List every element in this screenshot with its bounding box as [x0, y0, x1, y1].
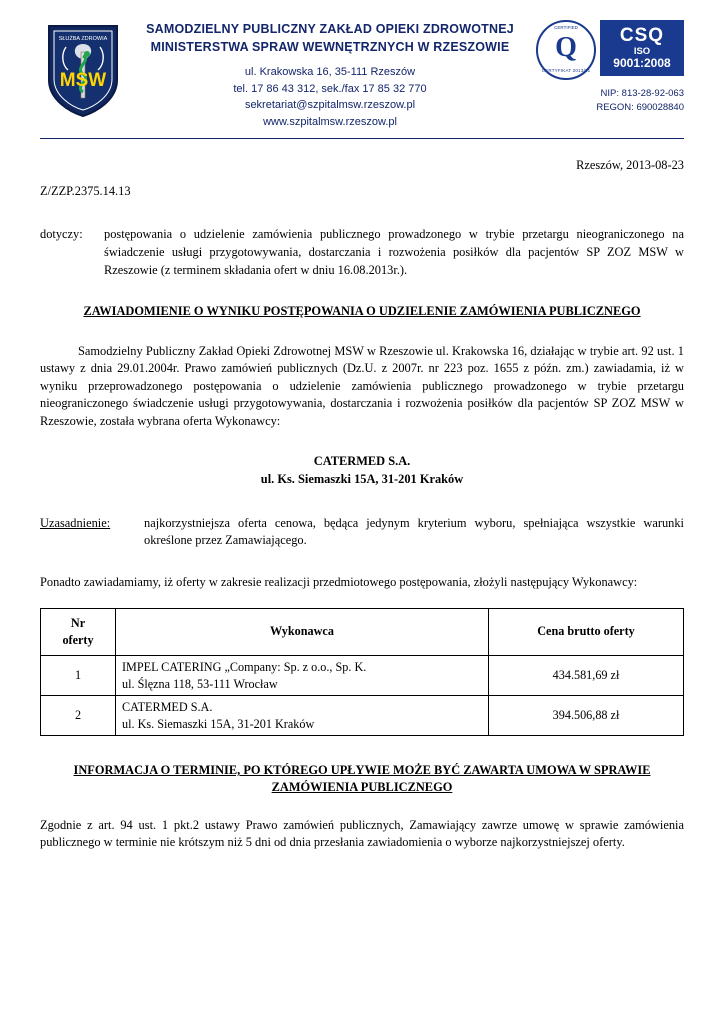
header-divider [40, 138, 684, 139]
place-and-date: Rzeszów, 2013-08-23 [576, 158, 684, 173]
page-title: ZAWIADOMIENIE O WYNIKU POSTĘPOWANIA O UDZIELENIE ZAMÓWIENIA PUBLICZNEGO [83, 304, 641, 319]
registry-numbers [534, 87, 684, 115]
offers-table [40, 608, 684, 737]
org-title-line2: MINISTERSTWA SPRAW WEWNĘTRZNYCH W RZESZOWIE [150, 40, 510, 55]
svg-text:MSW: MSW [59, 70, 107, 91]
justification-text: najkorzystniejsza oferta cenowa, będąca jedynym kryterium wyboru, spełniająca wszystkie warunki określone przez Zamawiającego. [144, 515, 684, 548]
winner-name: CATERMED S.A. [313, 453, 411, 468]
nip-value: NIP: 813-28-92-063 [600, 88, 684, 99]
cell-price: 394.506,88 zł [489, 696, 684, 736]
column-header-nr [41, 608, 116, 656]
cell-offer-number: 1 [41, 656, 116, 696]
column-header-contractor: Wykonawca [116, 608, 489, 656]
letterhead [40, 18, 684, 134]
certification-block [534, 18, 684, 115]
selected-contractor [40, 453, 684, 489]
contractor-name: IMPEL CATERING „Company: Sp. z o.o., Sp. K. [122, 660, 367, 675]
table-row [41, 696, 684, 736]
org-identity [126, 18, 534, 130]
contractor-name: CATERMED S.A. [122, 700, 213, 715]
justification-row [40, 515, 684, 550]
cell-offer-number: 2 [41, 696, 116, 736]
concerns-label: dotyczy: [40, 227, 83, 242]
regon-value: REGON: 690028840 [596, 101, 684, 113]
org-email: sekretariat@szpitalmsw.rzeszow.pl [244, 99, 416, 112]
org-website: www.szpitalmsw.rzeszow.pl [263, 115, 397, 128]
certification-seal-icon [536, 20, 596, 80]
winner-address: ul. Ks. Siemaszki 15A, 31-201 Kraków [260, 471, 464, 486]
org-address: ul. Krakowska 16, 35-111 Rzeszów [244, 66, 416, 79]
table-header-row [41, 608, 684, 656]
cert-caption: CERTYFIKAT 2013/21 [541, 68, 591, 73]
offers-intro: Ponadto zawiadamiamy, iż oferty w zakresie realizacji przedmiotowego postępowania, złożyli następujący Wykonawcy: [40, 574, 638, 589]
csq-label: CSQ [619, 24, 665, 46]
cell-price: 434.581,69 zł [489, 656, 684, 696]
concerns-text: postępowania o udzielenie zamówienia publicznego prowadzonego w trybie przetargu nieograniczonego na świadczenie usługi przygotowywania, dostarczania i rozwożenia posiłków dla pacjentów SP ZOZ MSW w Rzeszowie (z terminem składania ofert w dniu 16.08.2013r.). [104, 227, 684, 277]
cell-contractor [116, 656, 489, 696]
msw-logo-container [40, 18, 126, 118]
certification-logos [534, 20, 684, 80]
msw-emblem-icon [46, 20, 120, 118]
cert-arc-top: CERTIFIED [554, 25, 578, 30]
org-title [132, 20, 528, 56]
csq-iso-number: 9001:2008 [613, 56, 671, 71]
csq-logo-icon [600, 20, 684, 76]
justification-label: Uzasadnienie: [40, 515, 111, 530]
svg-text:SŁUŻBA ZDROWIA: SŁUŻBA ZDROWIA [58, 36, 108, 42]
contractor-address: ul. Ślęzna 118, 53-111 Wrocław [122, 676, 278, 691]
column-header-nr-line2: oferty [62, 632, 94, 647]
letter-body [40, 157, 684, 852]
column-header-price: Cena brutto oferty [489, 608, 684, 656]
csq-iso-label: ISO [633, 45, 651, 57]
closing-paragraph: Zgodnie z art. 94 ust. 1 pkt.2 ustawy Prawo zamówień publicznych, Zamawiający zawrze umowę w sprawie zamówienia publicznego w terminie nie krótszym niż 5 dni od dnia przesłania zawiadomienia o wyborze najkorzystniejszej oferty. [40, 817, 684, 850]
cert-q-letter: Q [555, 32, 577, 64]
cell-contractor [116, 696, 489, 736]
org-title-line1: SAMODZIELNY PUBLICZNY ZAKŁAD OPIEKI ZDROWOTNEJ [146, 22, 514, 36]
contractor-address: ul. Ks. Siemaszki 15A, 31-201 Kraków [122, 716, 315, 731]
column-header-nr-line1: Nr [70, 615, 86, 630]
main-paragraph: Samodzielny Publiczny Zakład Opieki Zdrowotnej MSW w Rzeszowie ul. Krakowska 16, działając w trybie art. 92 ust. 1 ustawy z dnia 29.01.2004r. Prawo zamówień publicznych (Dz.U. z 2007r. nr 223 poz. 1655 z późn. zm.) zawiadamia, iż w wyniku przeprowadzonego postępowania o udzielenie zamówienia publicznego prowadzonego w trybie przetargu nieograniczonego świadczenie usługi przygotowywania, dostarczania i rozwożenia posiłków dla pacjentów SP ZOZ MSW w Rzeszowie, została wybrana oferta Wykonawcy: [40, 343, 684, 429]
org-phone: tel. 17 86 43 312, sek./fax 17 85 32 770 [233, 82, 427, 95]
document-sign: Z/ZZP.2375.14.13 [40, 183, 131, 198]
concerns-row [40, 226, 684, 279]
table-row [41, 656, 684, 696]
section-title-contract-term: INFORMACJA O TERMINIE, PO KTÓREGO UPŁYWIE MOŻE BYĆ ZAWARTA UMOWA W SPRAWIE ZAMÓWIENIA PUBLICZNEGO [73, 763, 651, 795]
